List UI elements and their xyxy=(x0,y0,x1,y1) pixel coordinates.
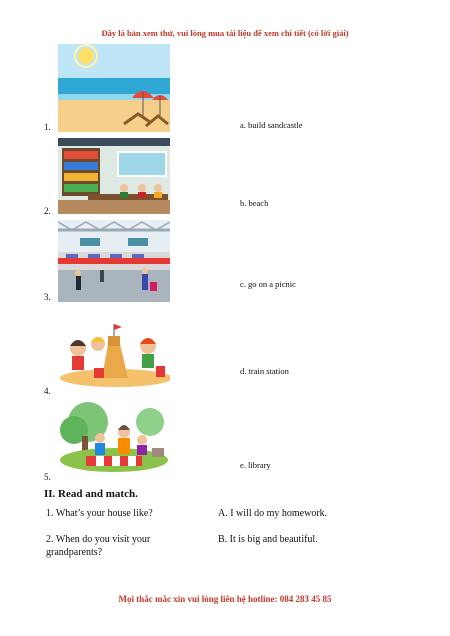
answer-b: B. It is big and beautiful. xyxy=(218,534,318,545)
picnic-picture xyxy=(58,400,170,474)
answer-a: A. I will do my homework. xyxy=(218,508,328,519)
picture-number-5: 5. xyxy=(44,472,51,482)
picture-number-4: 4. xyxy=(44,386,51,396)
beach-picture xyxy=(58,44,170,132)
section-heading: II. Read and match. xyxy=(44,488,138,500)
library-picture xyxy=(58,138,170,214)
preview-banner: Đây là bản xem thử, vui lòng mua tài liệu để xem chi tiết (có lời giải) xyxy=(101,28,349,38)
option-e: e. library xyxy=(240,460,271,470)
question-1: 1. What’s your house like? xyxy=(46,508,153,519)
sandcastle-picture xyxy=(58,318,170,388)
option-a: a. build sandcastle xyxy=(240,120,303,130)
picture-number-2: 2. xyxy=(44,206,51,216)
hotline-banner: Mọi thắc mắc xin vui lòng liên hệ hotline: 084 283 45 85 xyxy=(118,594,332,604)
option-c: c. go on a picnic xyxy=(240,279,296,289)
picture-number-1: 1. xyxy=(44,122,51,132)
picture-number-3: 3. xyxy=(44,292,51,302)
option-b: b. beach xyxy=(240,198,269,208)
option-d: d. train station xyxy=(240,366,289,376)
train-station-picture xyxy=(58,220,170,302)
question-2: 2. When do you visit your grandparents? xyxy=(46,534,151,558)
